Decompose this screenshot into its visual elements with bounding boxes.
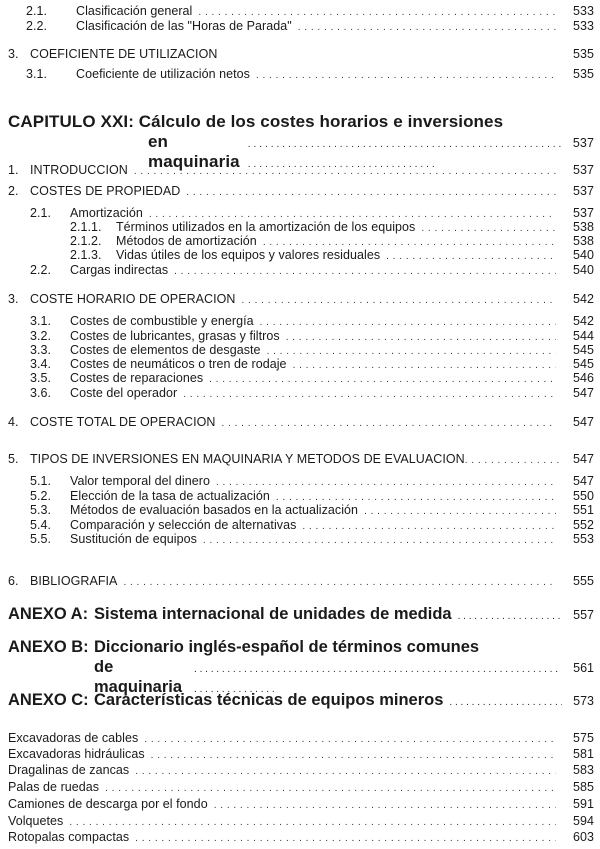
- entry-number: 2.1.3.: [70, 248, 102, 262]
- entry-number: 5.3.: [30, 503, 52, 517]
- entry-title: COEFICIENTE DE UTILIZACION: [30, 47, 218, 61]
- page-number: 581: [572, 747, 594, 761]
- dot-leader: [174, 264, 556, 279]
- dot-leader: [203, 533, 556, 548]
- toc-entry[interactable]: [0, 532, 600, 548]
- page-number: 544: [572, 329, 594, 343]
- entry-title: Métodos de evaluación basados en la actualización: [70, 503, 359, 517]
- page-number: 557: [573, 608, 594, 622]
- page-number: 553: [572, 532, 594, 546]
- toc-entry[interactable]: [0, 814, 600, 830]
- annex-a-heading[interactable]: [8, 604, 594, 627]
- page-number: 603: [572, 830, 594, 844]
- toc-entry[interactable]: [0, 4, 600, 20]
- page-number: 533: [572, 4, 594, 18]
- entry-number: 2.2.: [30, 263, 52, 277]
- entry-title: Vidas útiles de los equipos y valores residuales: [116, 248, 381, 262]
- page-number: 561: [573, 661, 594, 675]
- toc-entry[interactable]: [0, 830, 600, 846]
- dot-leader: [198, 5, 556, 20]
- dot-leader: [105, 781, 556, 796]
- page-number: 552: [572, 518, 594, 532]
- entry-number: 5.5.: [30, 532, 52, 546]
- entry-title: Métodos de amortización: [116, 234, 257, 248]
- entry-number: 2.1.1.: [70, 220, 102, 234]
- dot-leader: [260, 315, 556, 330]
- page-number: 551: [572, 503, 594, 517]
- dot-leader: [135, 831, 556, 846]
- toc-entry[interactable]: [0, 797, 600, 813]
- entry-number: 2.2.: [26, 19, 48, 33]
- entry-title: Costes de reparaciones: [70, 371, 204, 385]
- page-number: 573: [573, 694, 594, 708]
- entry-title: Cargas indirectas: [70, 263, 169, 277]
- page-number: 555: [572, 574, 594, 588]
- entry-title: Elección de la tasa de actualización: [70, 489, 270, 503]
- toc-entry[interactable]: [0, 763, 600, 779]
- page-number: 537: [572, 163, 594, 177]
- page-number: 583: [572, 763, 594, 777]
- entry-title: COSTE HORARIO DE OPERACION: [30, 292, 236, 306]
- page-number: 537: [572, 184, 594, 198]
- entry-title: INTRODUCCION: [30, 163, 128, 177]
- dot-leader: [222, 416, 557, 431]
- entry-number: 2.1.: [26, 4, 48, 18]
- dot-leader: [242, 293, 557, 308]
- toc-entry[interactable]: [0, 415, 600, 431]
- entry-title: COSTE TOTAL DE OPERACION: [30, 415, 216, 429]
- chapter-title-line1: CAPITULO XXI: Cálculo de los costes horarios e inversiones: [8, 112, 504, 131]
- entry-title: Volquetes: [8, 814, 64, 828]
- entry-number: 3.1.: [30, 314, 52, 328]
- entry-number: 5.2.: [30, 489, 52, 503]
- entry-number: 3.5.: [30, 371, 52, 385]
- entry-number: 3.: [8, 47, 19, 61]
- page-number: 542: [572, 314, 594, 328]
- entry-number: 3.1.: [26, 67, 48, 81]
- entry-title: Valor temporal del dinero: [70, 474, 210, 488]
- entry-title: Costes de elementos de desgaste: [70, 343, 261, 357]
- dot-leader: [449, 693, 562, 713]
- entry-title: Amortización: [70, 206, 143, 220]
- annex-title: Características técnicas de equipos mineros: [94, 691, 444, 709]
- entry-number: 6.: [8, 574, 19, 588]
- page-number: 545: [572, 357, 594, 371]
- dot-leader: [214, 798, 556, 813]
- entry-number: 3.2.: [30, 329, 52, 343]
- dot-leader: [256, 68, 556, 83]
- toc-entry[interactable]: [0, 314, 600, 330]
- page-number: 547: [572, 452, 594, 466]
- page-number: 547: [572, 386, 594, 400]
- dot-leader: [458, 607, 562, 627]
- toc-entry[interactable]: [0, 19, 600, 35]
- entry-title: COSTES DE PROPIEDAD: [30, 184, 181, 198]
- toc-entry[interactable]: [0, 731, 600, 747]
- page-number: 550: [572, 489, 594, 503]
- page-number: 537: [572, 136, 594, 150]
- entry-title: Costes de lubricantes, grasas y filtros: [70, 329, 280, 343]
- entry-number: 3.4.: [30, 357, 52, 371]
- toc-entry[interactable]: [0, 386, 600, 402]
- toc-entry[interactable]: [0, 263, 600, 279]
- entry-number: 3.3.: [30, 343, 52, 357]
- toc-entry[interactable]: [0, 184, 600, 200]
- toc-entry[interactable]: [0, 292, 600, 308]
- page-number: 547: [572, 415, 594, 429]
- page-number: 538: [572, 234, 594, 248]
- entry-title: Clasificación general: [76, 4, 193, 18]
- entry-title: Camiones de descarga por el fondo: [8, 797, 208, 811]
- dot-leader: [465, 453, 560, 468]
- page-number: 540: [572, 263, 594, 277]
- dot-leader: [144, 732, 556, 747]
- entry-number: 1.: [8, 163, 19, 177]
- entry-number: 3.: [8, 292, 19, 306]
- entry-title: Coeficiente de utilización netos: [76, 67, 250, 81]
- entry-title: Excavadoras de cables: [8, 731, 139, 745]
- entry-number: 2.: [8, 184, 19, 198]
- annex-key: ANEXO C:: [8, 691, 89, 709]
- dot-leader: [216, 475, 556, 490]
- page-number: 535: [572, 47, 594, 61]
- toc-entry[interactable]: [0, 452, 600, 468]
- toc-entry[interactable]: [0, 163, 600, 179]
- page-number: 585: [572, 780, 594, 794]
- dot-leader: [209, 372, 556, 387]
- entry-number: 4.: [8, 415, 19, 429]
- dot-leader: [123, 575, 556, 590]
- dot-leader: [134, 164, 556, 179]
- entry-title: Rotopalas compactas: [8, 830, 130, 844]
- entry-number: 5.: [8, 452, 19, 466]
- page-number: 545: [572, 343, 594, 357]
- entry-title: Costes de combustible y energía: [70, 314, 254, 328]
- page-number: 533: [572, 19, 594, 33]
- toc-entry[interactable]: [0, 503, 600, 519]
- page-number: 546: [572, 371, 594, 385]
- entry-title: Términos utilizados en la amortización de los equipos: [116, 220, 416, 234]
- dot-leader: [135, 764, 556, 779]
- entry-number: 5.1.: [30, 474, 52, 488]
- dot-leader: [298, 20, 556, 35]
- dot-leader: [386, 249, 556, 264]
- page-number: 537: [572, 206, 594, 220]
- dot-leader: [69, 815, 556, 830]
- toc-entry[interactable]: [0, 371, 600, 387]
- dot-leader: [186, 185, 556, 200]
- page-number: 594: [572, 814, 594, 828]
- toc-entry[interactable]: [0, 47, 600, 63]
- annex-title: Sistema internacional de unidades de medida: [94, 605, 452, 623]
- entry-number: 2.1.: [30, 206, 52, 220]
- entry-title: Costes de neumáticos o tren de rodaje: [70, 357, 287, 371]
- entry-title: Coste del operador: [70, 386, 178, 400]
- entry-title: Comparación y selección de alternativas: [70, 518, 297, 532]
- entry-number: 2.1.2.: [70, 234, 102, 248]
- dot-leader: [364, 504, 556, 519]
- page-number: 575: [572, 731, 594, 745]
- toc-entry[interactable]: [0, 780, 600, 796]
- dot-leader: [151, 748, 556, 763]
- entry-title: Sustitución de equipos: [70, 532, 197, 546]
- chapter-title-line2: en maquinaria: [148, 132, 240, 171]
- annex-title-line1: Diccionario inglés-español de términos comunes: [94, 638, 480, 656]
- page-number: 538: [572, 220, 594, 234]
- toc-entry[interactable]: [0, 747, 600, 763]
- page-number: 540: [572, 248, 594, 262]
- entry-title: Palas de ruedas: [8, 780, 100, 794]
- entry-title: TIPOS DE INVERSIONES EN MAQUINARIA Y METODOS DE EVALUACION: [30, 452, 465, 466]
- toc-entry[interactable]: [0, 248, 600, 264]
- annex-key: ANEXO A:: [8, 605, 89, 623]
- entry-number: 5.4.: [30, 518, 52, 532]
- page-number: 542: [572, 292, 594, 306]
- annex-title-line2: de maquinaria: [94, 658, 183, 696]
- annex-c-heading[interactable]: [8, 690, 594, 713]
- entry-title: Clasificación de las "Horas de Parada": [76, 19, 292, 33]
- page-number: 535: [572, 67, 594, 81]
- page-number: 547: [572, 474, 594, 488]
- toc-entry[interactable]: [0, 574, 600, 590]
- entry-title: BIBLIOGRAFIA: [30, 574, 118, 588]
- toc-entry[interactable]: [0, 67, 600, 83]
- toc-entry[interactable]: [0, 474, 600, 490]
- page-number: 591: [572, 797, 594, 811]
- entry-title: Excavadoras hidráulicas: [8, 747, 145, 761]
- annex-key: ANEXO B:: [8, 638, 89, 656]
- dot-leader: [183, 387, 556, 402]
- entry-number: 3.6.: [30, 386, 52, 400]
- entry-title: Dragalinas de zancas: [8, 763, 130, 777]
